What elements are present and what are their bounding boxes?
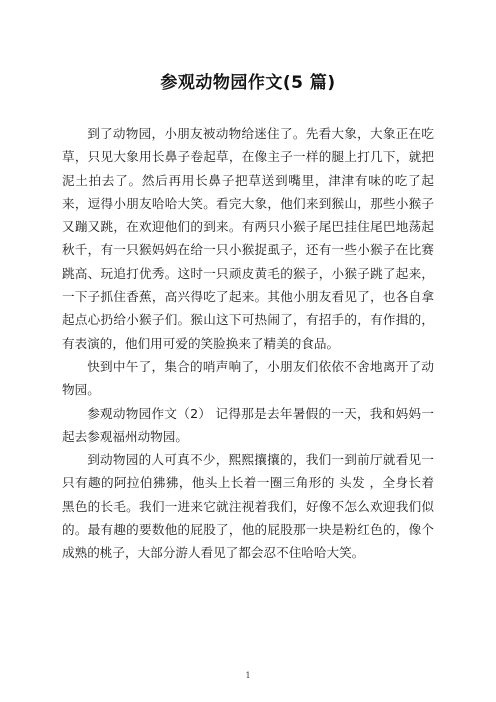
paragraph: 到动物园的人可真不少，熙熙攘攘的，我们一到前厅就看见一只有趣的阿拉伯狒狒，他头上长着一圈三角形的 头发 ，全身长着黑色的长毛。我们一进来它就注视着我们，好像不怎么欢迎我们似的。最有趣的要数他的屁股了，他的屁股那一块是粉红色的，像个成熟的桃子，大部分游人看见了都会忍不住哈哈大笑。 [62,452,434,561]
document-body [62,122,434,565]
document-title: 参观动物园作文(5 篇) [160,73,336,93]
paragraph: 快到中午了，集合的哨声响了，小朋友们依依不舍地离开了动物园。 [62,358,434,398]
paragraph: 到了动物园，小朋友被动物给迷住了。先看大象，大象正在吃草，只见大象用长鼻子卷起草，在像主子一样的腿上打几下，就把泥土拍去了。然后再用长鼻子把草送到嘴里，津津有味的吃了起来，逗得小朋友哈哈大笑。看完大象，他们来到猴山，那些小猴子又蹦又跳，在欢迎他们的到来。有两只小猴子尾巴挂住尾巴地荡起秋千，有一只猴妈妈在给一只小猴捉虱子，还有一些小猴子在比赛跳高、玩追打优秀。这时一只顽皮黄毛的猴子，小猴子跳了起来，一下子抓住香蕉，高兴得吃了起来。其他小朋友看见了，也各自拿起点心扔给小猴子们。猴山这下可热闹了，有招手的，有作揖的，有表演的，他们用可爱的笑脸换来了精美的食品。 [62,126,434,351]
page-number: 1 [245,671,251,680]
paragraph: 参观动物园作文（2） 记得那是去年暑假的一天，我和妈妈一起去参观福州动物园。 [62,405,434,444]
